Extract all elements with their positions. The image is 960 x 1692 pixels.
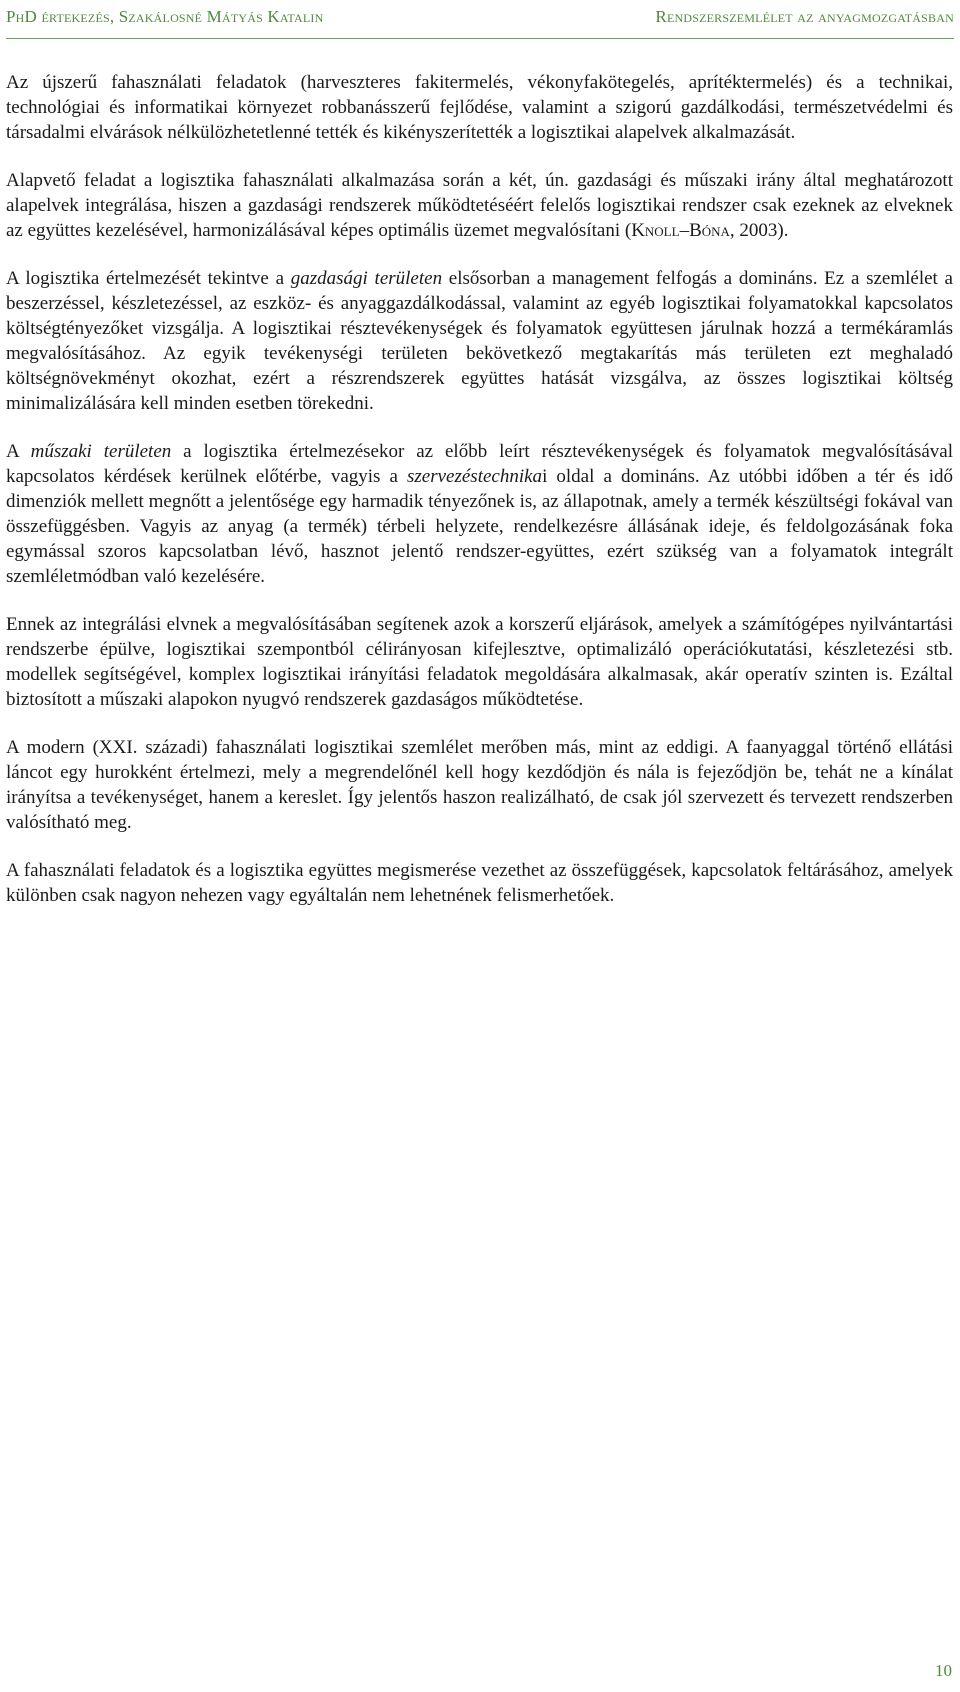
paragraph-7: [6, 858, 953, 908]
emphasis-organization-technique: szervezéstechnika: [407, 466, 543, 487]
body-text: [6, 70, 953, 931]
page-number: 10: [935, 1661, 952, 1680]
paragraph-1: [6, 70, 953, 145]
paragraph-4: [6, 439, 953, 589]
citation-year: , 2003).: [729, 220, 789, 241]
paragraph-4-lead: A: [6, 441, 31, 462]
paragraph-2-text: Alapvető feladat a logisztika fahasználati alkalmazása során a két, ún. gazdasági és műszaki irány által meghatározott alapelvek integrálása, hiszen a gazdasági rendszerek működtetéséért felelős logisztikai rendszer csak ezeknek az elveknek az együttes kezelésével, harmonizálásával képes optimális üzemet megvalósítani (: [6, 170, 953, 241]
paragraph-5-text: Ennek az integrálási elvnek a megvalósításában segítenek azok a korszerű eljárások, amelyek a számítógépes nyilvántartási rendszerbe épülve, logisztikai szempontból célirányosan kifejlesztve, optimalizáló operációkutatási, készletezési stb. modellek segítségével, komplex logisztikai irányítási feladatok megoldására alkalmasak, akár operatív szinten is. Ezáltal biztosított a műszaki alapokon nyugvó rendszerek gazdaságos működtetése.: [6, 614, 953, 710]
paragraph-3-lead: A logisztika értelmezését tekintve a: [6, 268, 291, 289]
running-header: [6, 4, 954, 39]
paragraph-4-middle: a logisztika értelmezésekor az előbb leírt résztevékenységek és folyamatok megvalósításával kapcsolatos kérdések kerülnek előtérbe, vagyis a: [6, 441, 953, 487]
paragraph-3-text: elsősorban a management felfogás a domináns. Ez a szemlélet a beszerzéssel, készletezéssel, az eszköz- és anyaggazdálkodással, valamint az egyéb logisztikai folyamatokkal kapcsolatos költségtényezőket vizsgálja. A logisztikai résztevékenységek és folyamatok együttesen járulnak hozzá a termékáramlás megvalósításához. Az egyik tevékenységi területen bekövetkező megtakarítás más területen ezt meghaladó költségnövekményt okozhat, ezért a részrendszerek együttes hatását vizsgálva, az összes logisztikai költség minimalizálására kell minden esetben törekedni.: [6, 268, 953, 414]
header-author-title: PhD értekezés, Szakálosné Mátyás Katalin: [6, 7, 324, 26]
header-chapter-title: Rendszerszemlélet az anyagmozgatásban: [655, 7, 954, 26]
emphasis-economic-area: gazdasági területen: [290, 268, 443, 289]
paragraph-5: [6, 612, 953, 712]
paragraph-3: [6, 266, 953, 416]
paragraph-1-text: Az újszerű fahasználati feladatok (harveszteres fakitermelés, vékonyfakötegelés, aprítéktermelés) és a technikai, technológiai és informatikai környezet robbanásszerű fejlődése, valamint a szigorú gazdálkodási, természetvédelmi és társadalmi elvárások nélkülözhetetlenné tették és kikényszerítették a logisztikai alapelvek alkalmazását.: [6, 72, 953, 143]
citation-authors: Knoll–Bóna: [631, 220, 730, 241]
emphasis-technical-area: műszaki területen: [30, 441, 172, 462]
paragraph-2: [6, 168, 953, 243]
paragraph-4-text: i oldal a domináns. Az utóbbi időben a tér és idő dimenziók mellett megnőtt a jelentősége egy harmadik tényezőnek is, az állapotnak, amely a termék készültségi fokával van összefüggésben. Vagyis az anyag (a termék) térbeli helyzete, rendelkezésre állásának ideje, és feldolgozásának foka egymással szoros kapcsolatban lévő, hasznot jelentő rendszer-együttes, ezért szükség van a folyamatok integrált szemléletmódban való kezelésére.: [6, 466, 953, 587]
paragraph-6-text: A modern (XXI. századi) fahasználati logisztikai szemlélet merőben más, mint az eddigi. A faanyaggal történő ellátási láncot egy hurokként értelmezi, mely a megrendelőnél kell hogy kezdődjön és nála is fejeződjön be, tehát ne a kínálat irányítsa a tevékenységet, hanem a kereslet. Így jelentős haszon realizálható, de csak jól szervezett és tervezett rendszerben valósítható meg.: [6, 737, 953, 833]
paragraph-6: [6, 735, 953, 835]
paragraph-7-text: A fahasználati feladatok és a logisztika együttes megismerése vezethet az összefüggések, kapcsolatok feltárásához, amelyek különben csak nagyon nehezen vagy egyáltalán nem lehetnének felismerhetőek.: [6, 860, 953, 906]
